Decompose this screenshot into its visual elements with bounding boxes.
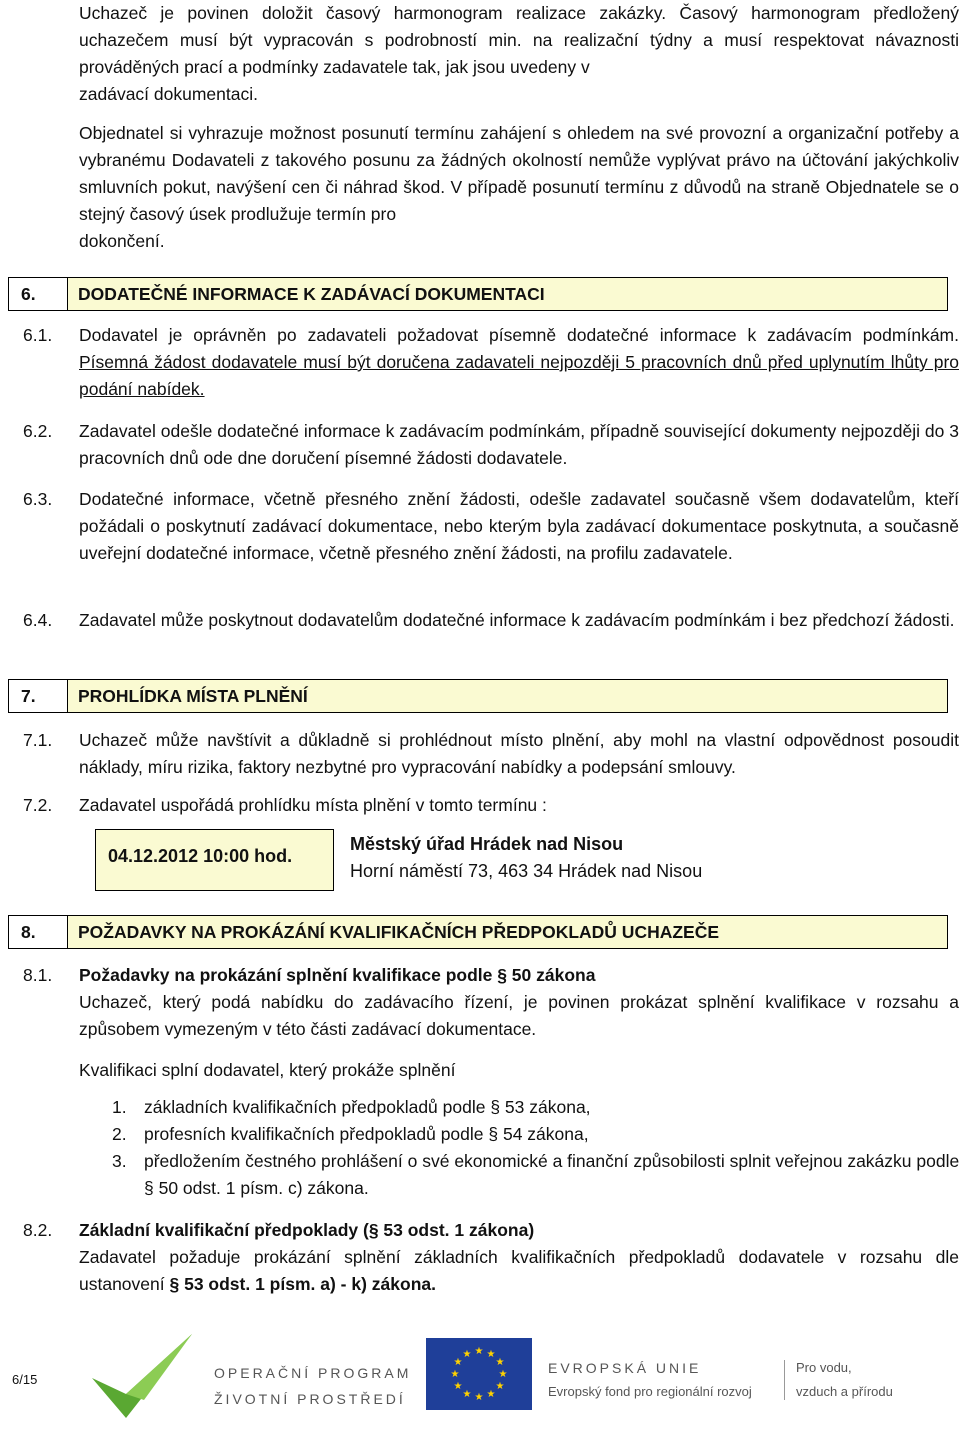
clause-text-underlined: Písemná žádost dodavatele musí být doručena zadavateli nejpozději 5 pracovních dnů před uplynutím lhůty pro podání nabídek. [79, 352, 959, 399]
clause-text-plain: Dodavatel je oprávněn po zadavateli požadovat písemně dodatečné informace k zadávacím podmínkám. [79, 325, 959, 345]
program-name [214, 1360, 411, 1412]
svg-text:★: ★ [495, 1357, 505, 1368]
eu-flag-icon [426, 1338, 532, 1410]
svg-text:★: ★ [462, 1389, 472, 1400]
visit-place [350, 831, 702, 885]
clause-number: 6.3. [23, 489, 53, 509]
section-title: POŽADAVKY NA PROKÁZÁNÍ KVALIFIKAČNÍCH PŘEDPOKLADŮ UCHAZEČE [67, 916, 947, 948]
section-heading-8 [8, 915, 948, 949]
eu-fund: Evropský fond pro regionální rozvoj [548, 1384, 752, 1399]
clause-text: Dodatečné informace, včetně přesného znění žádosti, odešle zadavatel současně všem dodavatelům, kteří požádali o poskytnutí zadávací dokumentace, nebo kterým byla zadávací dokumentace poskytnuta, a současně uveřejní dodatečné informace, včetně přesného znění žádosti, na profilu zadavatele. [79, 489, 959, 563]
svg-text:★: ★ [474, 1392, 484, 1403]
clause-body [79, 1217, 959, 1298]
intro-text: Uchazeč je povinen doložit časový harmonogram realizace zakázky. Časový harmonogram předložený uchazečem musí být vypracován s podrobností min. na realizační týdny a musí respektovat návaznosti prováděných prací a podmínky zadavatele tak, jak jsou uvedeny v [79, 3, 959, 77]
svg-text:★: ★ [486, 1349, 496, 1360]
list-item [112, 1094, 960, 1121]
clause-text: Zadavatel může poskytnout dodavatelům dodatečné informace k zadávacím podmínkám i bez předchozí žádosti. [79, 610, 955, 630]
section-number: 6. [21, 284, 36, 304]
section-heading-7 [8, 679, 948, 713]
clause-number: 7.1. [23, 730, 53, 750]
page-number: 6/15 [12, 1372, 38, 1387]
tagline-1: Pro vodu, [796, 1360, 852, 1375]
list-item-text: profesních kvalifikačních předpokladů podle § 54 zákona, [144, 1124, 589, 1144]
clause-text: Uchazeč, který podá nabídku do zadávacího řízení, je povinen prokázat splnění kvalifikace v rozsahu a způsobem vymezeným v této části zadávací dokumentace. [79, 992, 959, 1039]
clause-text-bold: 53 odst. 1 písm. a) - k) zákona. [184, 1274, 436, 1294]
svg-text:★: ★ [474, 1346, 484, 1357]
intro-text-last: dokončení. [79, 231, 165, 251]
list-item-text: základních kvalifikačních předpokladů podle § 53 zákona, [144, 1097, 591, 1117]
section-title: PROHLÍDKA MÍSTA PLNĚNÍ [67, 680, 947, 712]
list-item-number: 1. [112, 1097, 127, 1117]
clause-text: Zadavatel odešle dodatečné informace k zadávacím podmínkám, případně související dokumenty nejpozději do 3 pracovních dnů ode dne doručení písemné žádosti dodavatele. [79, 421, 959, 468]
section-number: 7. [21, 686, 36, 706]
section-symbol: § [169, 1274, 185, 1294]
clause-heading: Požadavky na prokázání splnění kvalifikace podle § 50 zákona [79, 965, 596, 985]
svg-text:★: ★ [453, 1357, 463, 1368]
svg-text:★: ★ [453, 1381, 463, 1392]
svg-text:★: ★ [486, 1389, 496, 1400]
clause-text: Zadavatel uspořádá prohlídku místa plnění v tomto termínu : [79, 795, 547, 815]
visit-place-address: Horní náměstí 73, 463 34 Hrádek nad Nisou [350, 861, 703, 881]
clause-text: Zadavatel požaduje prokázání splnění základních kvalifikačních předpokladů dodavatele v rozsahu dle ustanovení [79, 1247, 959, 1294]
intro-text-last: zadávací dokumentaci. [79, 84, 258, 104]
qualification-list [112, 1094, 960, 1202]
clause-number: 8.2. [23, 1220, 53, 1240]
clause-number: 6.2. [23, 421, 53, 441]
section-title: DODATEČNÉ INFORMACE K ZADÁVACÍ DOKUMENTACI [67, 278, 947, 310]
clause-number: 7.2. [23, 795, 53, 815]
clause-intro: Kvalifikaci splní dodavatel, který prokáže splnění [79, 1060, 456, 1080]
list-item-number: 2. [112, 1124, 127, 1144]
eu-name: EVROPSKÁ UNIE [548, 1360, 702, 1376]
list-item-number: 3. [112, 1151, 127, 1171]
clause-number: 6.4. [23, 610, 53, 630]
footer-divider [784, 1360, 785, 1400]
section-heading-6 [8, 277, 948, 311]
intro-text: Objednatel si vyhrazuje možnost posunutí termínu zahájení s ohledem na své provozní a organizační potřeby a vybranému Dodavateli z takového posunu za žádných okolností nemůže vyplývat právo na účtování jakýchkoliv smluvních pokut, navýšení cen či náhrad škod. V případě posunutí termínu z důvodů na straně Objednatele se o stejný časový úsek prodlužuje termín pro [79, 123, 959, 224]
list-item [112, 1148, 960, 1202]
program-line-2: ŽIVOTNÍ PROSTŘEDÍ [214, 1391, 406, 1407]
section-number: 8. [21, 922, 36, 942]
clause-text [79, 322, 959, 403]
op-zp-logo-icon [86, 1330, 198, 1422]
svg-text:★: ★ [450, 1369, 460, 1380]
visit-date-box [95, 829, 334, 891]
intro-paragraph-1 [79, 0, 959, 108]
clause-text: Uchazeč může navštívit a důkladně si prohlédnout místo plnění, aby mohl na vlastní odpovědnost posoudit náklady, míru rizika, faktory nezbytné pro vypracování nabídky a podepsání smlouvy. [79, 730, 959, 777]
list-item-text: předložením čestného prohlášení o své ekonomické a finanční způsobilosti splnit veřejnou zakázku podle § 50 odst. 1 písm. c) zákona. [144, 1151, 960, 1198]
clause-number: 8.1. [23, 965, 53, 985]
clause-number: 6.1. [23, 325, 53, 345]
program-line-1: OPERAČNÍ PROGRAM [214, 1365, 412, 1381]
svg-text:★: ★ [462, 1349, 472, 1360]
tagline-2: vzduch a přírodu [796, 1384, 893, 1399]
visit-place-title: Městský úřad Hrádek nad Nisou [350, 834, 624, 854]
clause-heading: Základní kvalifikační předpoklady (§ 53 odst. 1 zákona) [79, 1220, 535, 1240]
intro-paragraph-2 [79, 120, 959, 255]
svg-text:★: ★ [495, 1381, 505, 1392]
clause-body [79, 962, 959, 1084]
svg-text:★: ★ [498, 1369, 508, 1380]
visit-datetime: 04.12.2012 10:00 hod. [108, 846, 293, 866]
list-item [112, 1121, 960, 1148]
